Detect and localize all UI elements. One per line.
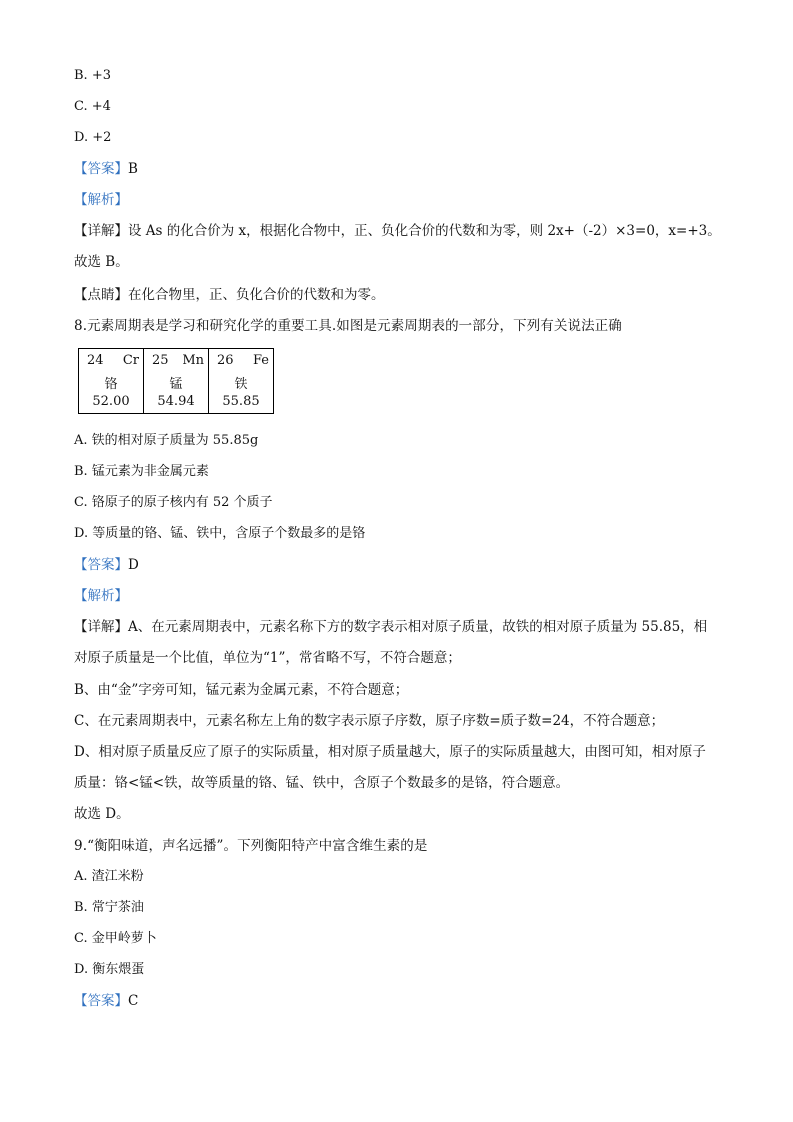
q9-answer: C [128,993,139,1009]
atomic-mass: 54.94 [157,394,195,409]
q7-tip-line [74,285,385,305]
atomic-number: 25 [152,353,169,368]
element-name: 铬 [104,377,118,392]
q8-detail-line-7: 故选 D。 [74,806,130,822]
analysis-tag: 【解析】 [74,588,128,604]
q7-answer: B [128,161,138,177]
atomic-mass: 55.85 [222,394,260,409]
detail-tag: 【详解】 [74,223,128,239]
q8-option-c: C. 铬原子的原子核内有 52 个质子 [74,495,273,510]
q8-option-a: A. 铁的相对原子质量为 55.85g [74,433,259,448]
q7-answer-line [74,159,138,179]
q7-option-c: C. +4 [74,99,111,114]
q8-detail-line-1 [74,617,707,637]
q9-option-c: C. 金甲岭萝卜 [74,931,157,946]
q8-detail-line-6: 质量：铬<锰<铁，故等质量的铬、锰、铁中，含原子个数最多的是铬，符合题意。 [74,775,570,791]
answer-tag: 【答案】 [74,993,128,1009]
q7-detail-line-2: 故选 B。 [74,254,129,270]
periodic-table-fragment [78,348,274,414]
q7-option-b: B. +3 [74,68,111,83]
q9-option-b: B. 常宁茶油 [74,900,144,915]
q9-question: 9.“衡阳味道，声名远播”。下列衡阳特产中富含维生素的是 [74,838,428,854]
q7-option-d: D. +2 [74,130,112,145]
tip-tag: 【点睛】 [74,287,128,303]
element-symbol: Fe [252,353,269,368]
q7-tip-text: 在化合物里，正、负化合价的代数和为零。 [128,287,385,303]
q8-analysis-line [74,586,128,606]
element-symbol: Mn [182,353,204,368]
answer-tag: 【答案】 [74,557,128,573]
q7-analysis-line [74,190,128,210]
atomic-number: 26 [217,353,234,368]
element-symbol: Cr [122,353,139,368]
element-cell-mn [144,349,209,414]
detail-tag: 【详解】 [74,619,128,635]
element-name: 锰 [169,377,183,392]
atomic-number: 24 [87,353,104,368]
q8-detail-line-2: 对原子质量是一个比值，单位为“1”，常省略不写，不符合题意； [74,650,461,666]
answer-tag: 【答案】 [74,161,128,177]
q8-detail-text-1: A、在元素周期表中，元素名称下方的数字表示相对原子质量，故铁的相对原子质量为 55.85，相 [128,619,708,635]
q8-answer-line [74,555,139,575]
q8-detail-line-5: D、相对原子质量反应了原子的实际质量，相对原子质量越大，原子的实际质量越大，由图可知，相对原子 [74,744,706,760]
q9-answer-line [74,991,138,1011]
q8-option-d: D. 等质量的铬、锰、铁中，含原子个数最多的是铬 [74,526,366,541]
q8-detail-line-4: C、在元素周期表中，元素名称左上角的数字表示原子序数，原子序数=质子数=24，不符合题意； [74,713,665,729]
atomic-mass: 52.00 [92,394,130,409]
q8-option-b: B. 锰元素为非金属元素 [74,464,209,479]
element-cell-fe [209,349,274,414]
q9-option-a: A. 渣江米粉 [74,869,144,884]
element-name: 铁 [234,377,248,392]
q9-option-d: D. 衡东煨蛋 [74,962,145,977]
q7-detail-text-1: 设 As 的化合价为 x，根据化合物中，正、负化合价的代数和为零，则 2x+（-2）×3=0，x=+3。 [128,223,721,239]
q8-question: 8.元素周期表是学习和研究化学的重要工具.如图是元素周期表的一部分，下列有关说法正确 [74,318,622,334]
q7-detail-line-1 [74,221,721,241]
element-cell-cr [79,349,144,414]
q8-detail-line-3: B、由“金”字旁可知，锰元素为金属元素，不符合题意； [74,682,409,698]
q8-answer: D [128,557,139,573]
analysis-tag: 【解析】 [74,192,128,208]
